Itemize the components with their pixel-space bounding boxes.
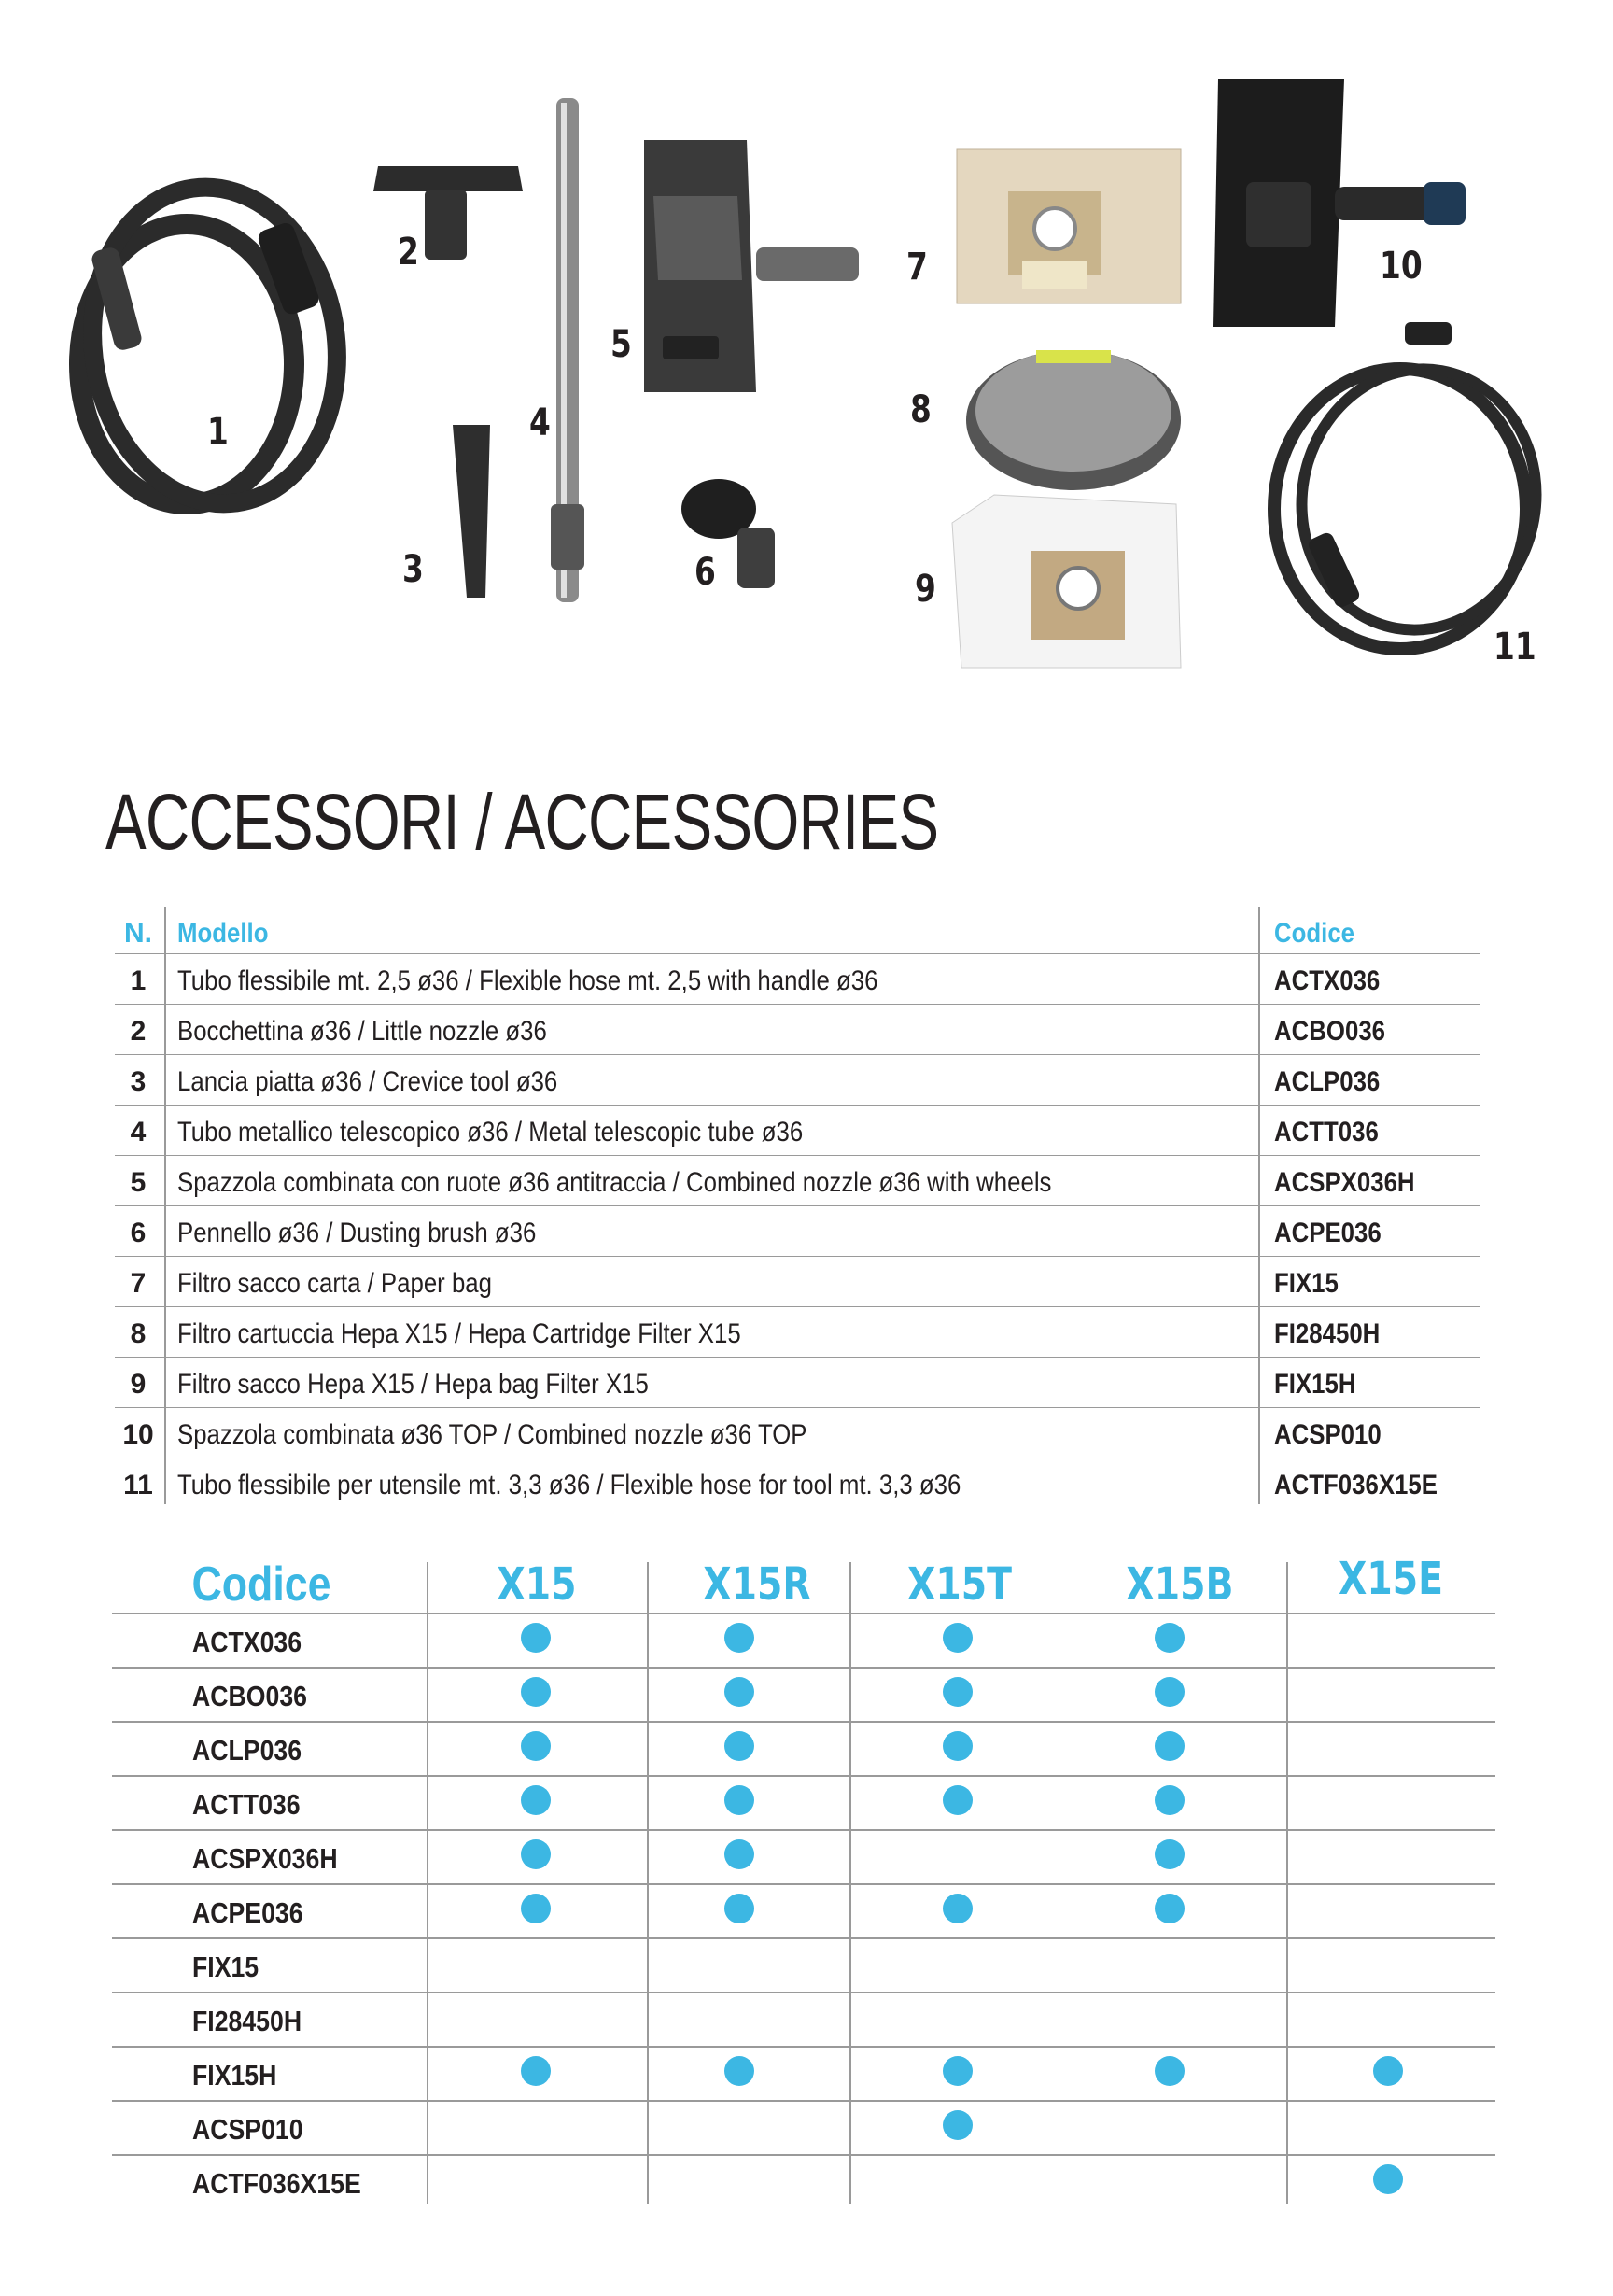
row-code: ACTT036 (1274, 1117, 1379, 1148)
row-divider (112, 2046, 1495, 2048)
column-divider (647, 1562, 649, 2204)
photo-label-2: 2 (398, 231, 419, 274)
column-divider (427, 1562, 428, 2204)
row-code: ACBO036 (1274, 1016, 1386, 1047)
row-divider (112, 1883, 1495, 1885)
header-model: Modello (177, 918, 269, 949)
row-number: 3 (130, 1066, 147, 1097)
compatible-dot (943, 1785, 973, 1815)
compatible-dot (724, 1623, 754, 1653)
row-divider (112, 1829, 1495, 1831)
compatibility-row-code: ACTT036 (192, 1788, 301, 1821)
row-model: Lancia piatta ø36 / Crevice tool ø36 (177, 1066, 558, 1097)
compatibility-row-code: ACTF036X15E (192, 2167, 361, 2200)
table-row (115, 1257, 1480, 1307)
row-divider (112, 1937, 1495, 1939)
row-code: FIX15 (1274, 1268, 1339, 1299)
compatible-dot (521, 1677, 551, 1707)
model-header-x15b: X15B (1126, 1558, 1234, 1611)
row-divider (112, 1775, 1495, 1777)
row-model: Pennello ø36 / Dusting brush ø36 (177, 1218, 537, 1248)
compatible-dot (1155, 1839, 1185, 1869)
compatibility-row-code: ACTX036 (192, 1626, 302, 1658)
photo-label-10: 10 (1380, 245, 1423, 288)
row-divider (112, 1721, 1495, 1723)
row-model: Bocchettina ø36 / Little nozzle ø36 (177, 1016, 547, 1047)
table-row (115, 1206, 1480, 1257)
compatibility-code-header: Codice (191, 1557, 331, 1612)
paper-bag-image (957, 149, 1181, 303)
row-model: Tubo metallico telescopico ø36 / Metal telescopic tube ø36 (177, 1117, 804, 1148)
row-number: 2 (130, 1016, 147, 1047)
compatible-dot (1155, 1623, 1185, 1653)
compatible-dot (1155, 2056, 1185, 2086)
row-divider (112, 2100, 1495, 2102)
compatible-dot (943, 1731, 973, 1761)
row-code: ACSPX036H (1274, 1167, 1415, 1198)
row-model: Spazzola combinata con ruote ø36 antitraccia / Combined nozzle ø36 with wheels (177, 1167, 1052, 1198)
compatible-dot (724, 2056, 754, 2086)
accessories-illustration (0, 0, 1613, 710)
row-number: 8 (130, 1318, 147, 1349)
accessories-table (115, 907, 1480, 1508)
compatible-dot (724, 1785, 754, 1815)
table-row (115, 1055, 1480, 1106)
row-code: ACTX036 (1274, 965, 1381, 996)
photo-label-8: 8 (910, 388, 932, 431)
table-header-row (115, 907, 1480, 954)
compatibility-row-code: FI28450H (192, 2005, 302, 2037)
model-header-x15e: X15E (1338, 1553, 1444, 1605)
photo-label-5: 5 (610, 323, 632, 366)
compatibility-row-code: ACPE036 (192, 1896, 303, 1929)
row-number: 11 (123, 1470, 153, 1500)
compatible-dot (1373, 2056, 1403, 2086)
row-number: 10 (122, 1419, 154, 1450)
table-row (115, 954, 1480, 1005)
compatibility-row-code: ACBO036 (192, 1680, 307, 1712)
row-model: Filtro cartuccia Hepa X15 / Hepa Cartridge Filter X15 (177, 1318, 741, 1349)
telescopic-tube-image (551, 98, 584, 602)
compatible-dot (943, 1677, 973, 1707)
compatible-dot (724, 1677, 754, 1707)
row-divider (112, 2154, 1495, 2156)
compatible-dot (1155, 1894, 1185, 1923)
compatible-dot (943, 1623, 973, 1653)
row-model: Tubo flessibile mt. 2,5 ø36 / Flexible hose mt. 2,5 with handle ø36 (177, 965, 878, 996)
compatible-dot (521, 1623, 551, 1653)
row-code: ACLP036 (1274, 1066, 1381, 1097)
table-row (115, 1408, 1480, 1458)
photo-label-11: 11 (1494, 626, 1536, 669)
compatible-dot (724, 1839, 754, 1869)
header-code: Codice (1274, 918, 1355, 949)
compatible-dot (1155, 1677, 1185, 1707)
row-code: ACSP010 (1274, 1419, 1382, 1450)
compatible-dot (1155, 1785, 1185, 1815)
top-nozzle-image (1213, 79, 1466, 327)
row-number: 1 (130, 965, 147, 996)
table-row (115, 1005, 1480, 1055)
table-row (115, 1458, 1480, 1508)
table-row (115, 1307, 1480, 1358)
compatibility-row-code: ACSP010 (192, 2113, 303, 2146)
tool-hose-image (1274, 322, 1556, 649)
accessories-photos (0, 0, 1613, 710)
compatibility-row-code: ACLP036 (192, 1734, 302, 1767)
flexible-hose-image (73, 172, 358, 520)
compatibility-row-code: FIX15 (192, 1951, 259, 1983)
row-model: Spazzola combinata ø36 TOP / Combined nozzle ø36 TOP (177, 1419, 807, 1450)
compatibility-row-code: FIX15H (192, 2059, 277, 2092)
compatible-dot (943, 2110, 973, 2140)
page-title: ACCESSORI / ACCESSORIES (105, 778, 939, 866)
photo-label-7: 7 (906, 246, 928, 289)
photo-label-6: 6 (694, 551, 716, 594)
column-divider (1286, 1562, 1288, 2204)
compatible-dot (943, 1894, 973, 1923)
model-header-x15t: X15T (907, 1558, 1012, 1611)
row-code: ACTF036X15E (1274, 1470, 1438, 1500)
hepa-filter-image (966, 350, 1181, 490)
row-code: ACPE036 (1274, 1218, 1382, 1248)
table-row (115, 1106, 1480, 1156)
compatible-dot (521, 1839, 551, 1869)
row-model: Filtro sacco carta / Paper bag (177, 1268, 492, 1299)
hepa-bag-image (952, 495, 1181, 668)
photo-label-9: 9 (915, 568, 936, 611)
compatible-dot (521, 1731, 551, 1761)
row-divider (112, 1613, 1495, 1614)
crevice-tool-image (453, 425, 490, 598)
little-nozzle-image (373, 166, 523, 260)
compatible-dot (1155, 1731, 1185, 1761)
table-row (115, 1156, 1480, 1206)
compatible-dot (1373, 2164, 1403, 2194)
row-model: Tubo flessibile per utensile mt. 3,3 ø36 / Flexible hose for tool mt. 3,3 ø36 (177, 1470, 961, 1500)
compatible-dot (943, 2056, 973, 2086)
photo-label-3: 3 (402, 548, 424, 591)
row-code: FI28450H (1274, 1318, 1381, 1349)
row-code: FIX15H (1274, 1369, 1356, 1400)
row-divider (112, 1667, 1495, 1669)
row-number: 5 (130, 1167, 147, 1198)
row-number: 7 (130, 1268, 147, 1299)
row-number: 9 (130, 1369, 147, 1400)
compatibility-row-code: ACSPX036H (192, 1842, 338, 1875)
model-header-x15r: X15R (703, 1558, 811, 1611)
model-header-x15: X15 (497, 1558, 577, 1611)
compatible-dot (724, 1731, 754, 1761)
compatible-dot (521, 1894, 551, 1923)
compatible-dot (521, 2056, 551, 2086)
compatibility-table (112, 1555, 1495, 2208)
row-number: 4 (130, 1117, 147, 1148)
column-divider (849, 1562, 851, 2204)
header-number: N. (124, 918, 152, 949)
compatible-dot (521, 1785, 551, 1815)
row-divider (112, 1992, 1495, 1993)
photo-label-1: 1 (207, 411, 229, 454)
photo-label-4: 4 (529, 401, 551, 444)
row-model: Filtro sacco Hepa X15 / Hepa bag Filter X15 (177, 1369, 649, 1400)
row-number: 6 (130, 1218, 147, 1248)
combined-nozzle-image (644, 140, 859, 392)
compatible-dot (724, 1894, 754, 1923)
table-row (115, 1358, 1480, 1408)
